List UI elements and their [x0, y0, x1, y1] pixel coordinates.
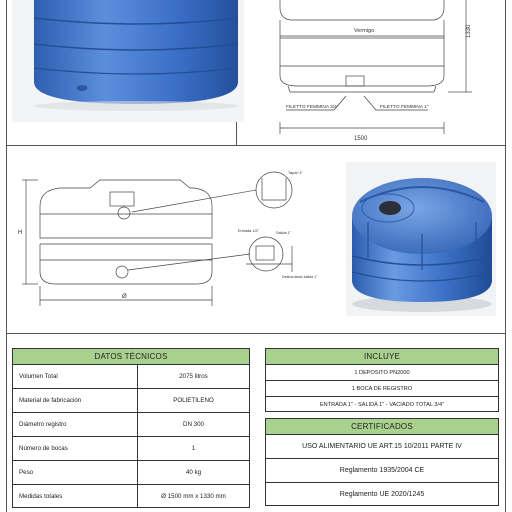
incluye-table	[265, 348, 499, 412]
datos-tecnicos-title: DATOS TÉCNICOS	[13, 349, 249, 365]
row-label: Peso	[13, 461, 138, 484]
frame-right-line	[505, 0, 506, 512]
list-item: USO ALIMENTARIO UE ART.15 10/2011 PARTE IV	[266, 435, 498, 459]
row-value: 2075 litros	[179, 373, 208, 380]
dim-h-label: H	[18, 230, 23, 236]
frame-hline-2	[6, 333, 506, 334]
table-row	[13, 413, 249, 437]
table-row	[13, 389, 249, 413]
row-label: Número de bocas	[13, 437, 138, 460]
row-value: POLIETILENO	[173, 397, 214, 404]
list-item: Reglamento UE 2020/1245	[339, 491, 425, 498]
row-label: Medidas totales	[13, 485, 138, 508]
list-item: 1 BOCA DE REGISTRO	[266, 381, 498, 397]
frame-left-line	[6, 0, 7, 512]
technical-drawing-mid	[10, 160, 330, 330]
tank-photo-3d	[346, 162, 496, 316]
tank-photo-top	[12, 0, 244, 122]
row-value: DN 300	[183, 421, 204, 428]
callout-left-label: Entrada 1/2"	[238, 229, 259, 233]
row-value: 1	[191, 445, 196, 452]
callout-top-label: Tapón 1"	[288, 171, 303, 175]
row-value: 40 kg	[185, 469, 202, 476]
row-value: Ø 1500 mm x 1330 mm	[161, 493, 226, 500]
row-label: Material de fabricación	[13, 389, 138, 412]
dim-diameter-label: Ø	[122, 294, 127, 300]
label-filetto-right: FILETTO FEMMINA 1"	[380, 105, 429, 110]
dim-width-label: 1500	[354, 136, 368, 142]
technical-drawing-top	[238, 0, 504, 145]
list-item: 1 DEPOSITO PN2000	[266, 365, 498, 381]
table-row	[13, 485, 249, 508]
frame-hline-1	[6, 145, 506, 146]
table-row	[13, 461, 249, 485]
drawing-logo: Vermigo	[354, 28, 375, 34]
row-label: Volumen Total	[13, 365, 138, 388]
callout-right-label: Salida 1"	[276, 231, 292, 235]
callout-bottom-label: Desbordador salida 1"	[282, 275, 318, 279]
certificados-table	[265, 418, 499, 506]
certificados-title: CERTIFICADOS	[266, 419, 498, 435]
table-row	[13, 437, 249, 461]
label-filetto-left: FILETTO FEMMINA 3/4"	[286, 105, 339, 110]
list-item: Reglamento 1935/2004 CE	[266, 459, 498, 483]
table-row	[13, 365, 249, 389]
datos-tecnicos-table	[12, 348, 250, 508]
dim-height-label: 1330	[466, 24, 472, 38]
list-item: ENTRADA 1" - SALIDA 1" - VACIADO TOTAL 3/4"	[319, 401, 445, 408]
row-label: Diámetro registro	[13, 413, 138, 436]
incluye-title: INCLUYE	[266, 349, 498, 365]
